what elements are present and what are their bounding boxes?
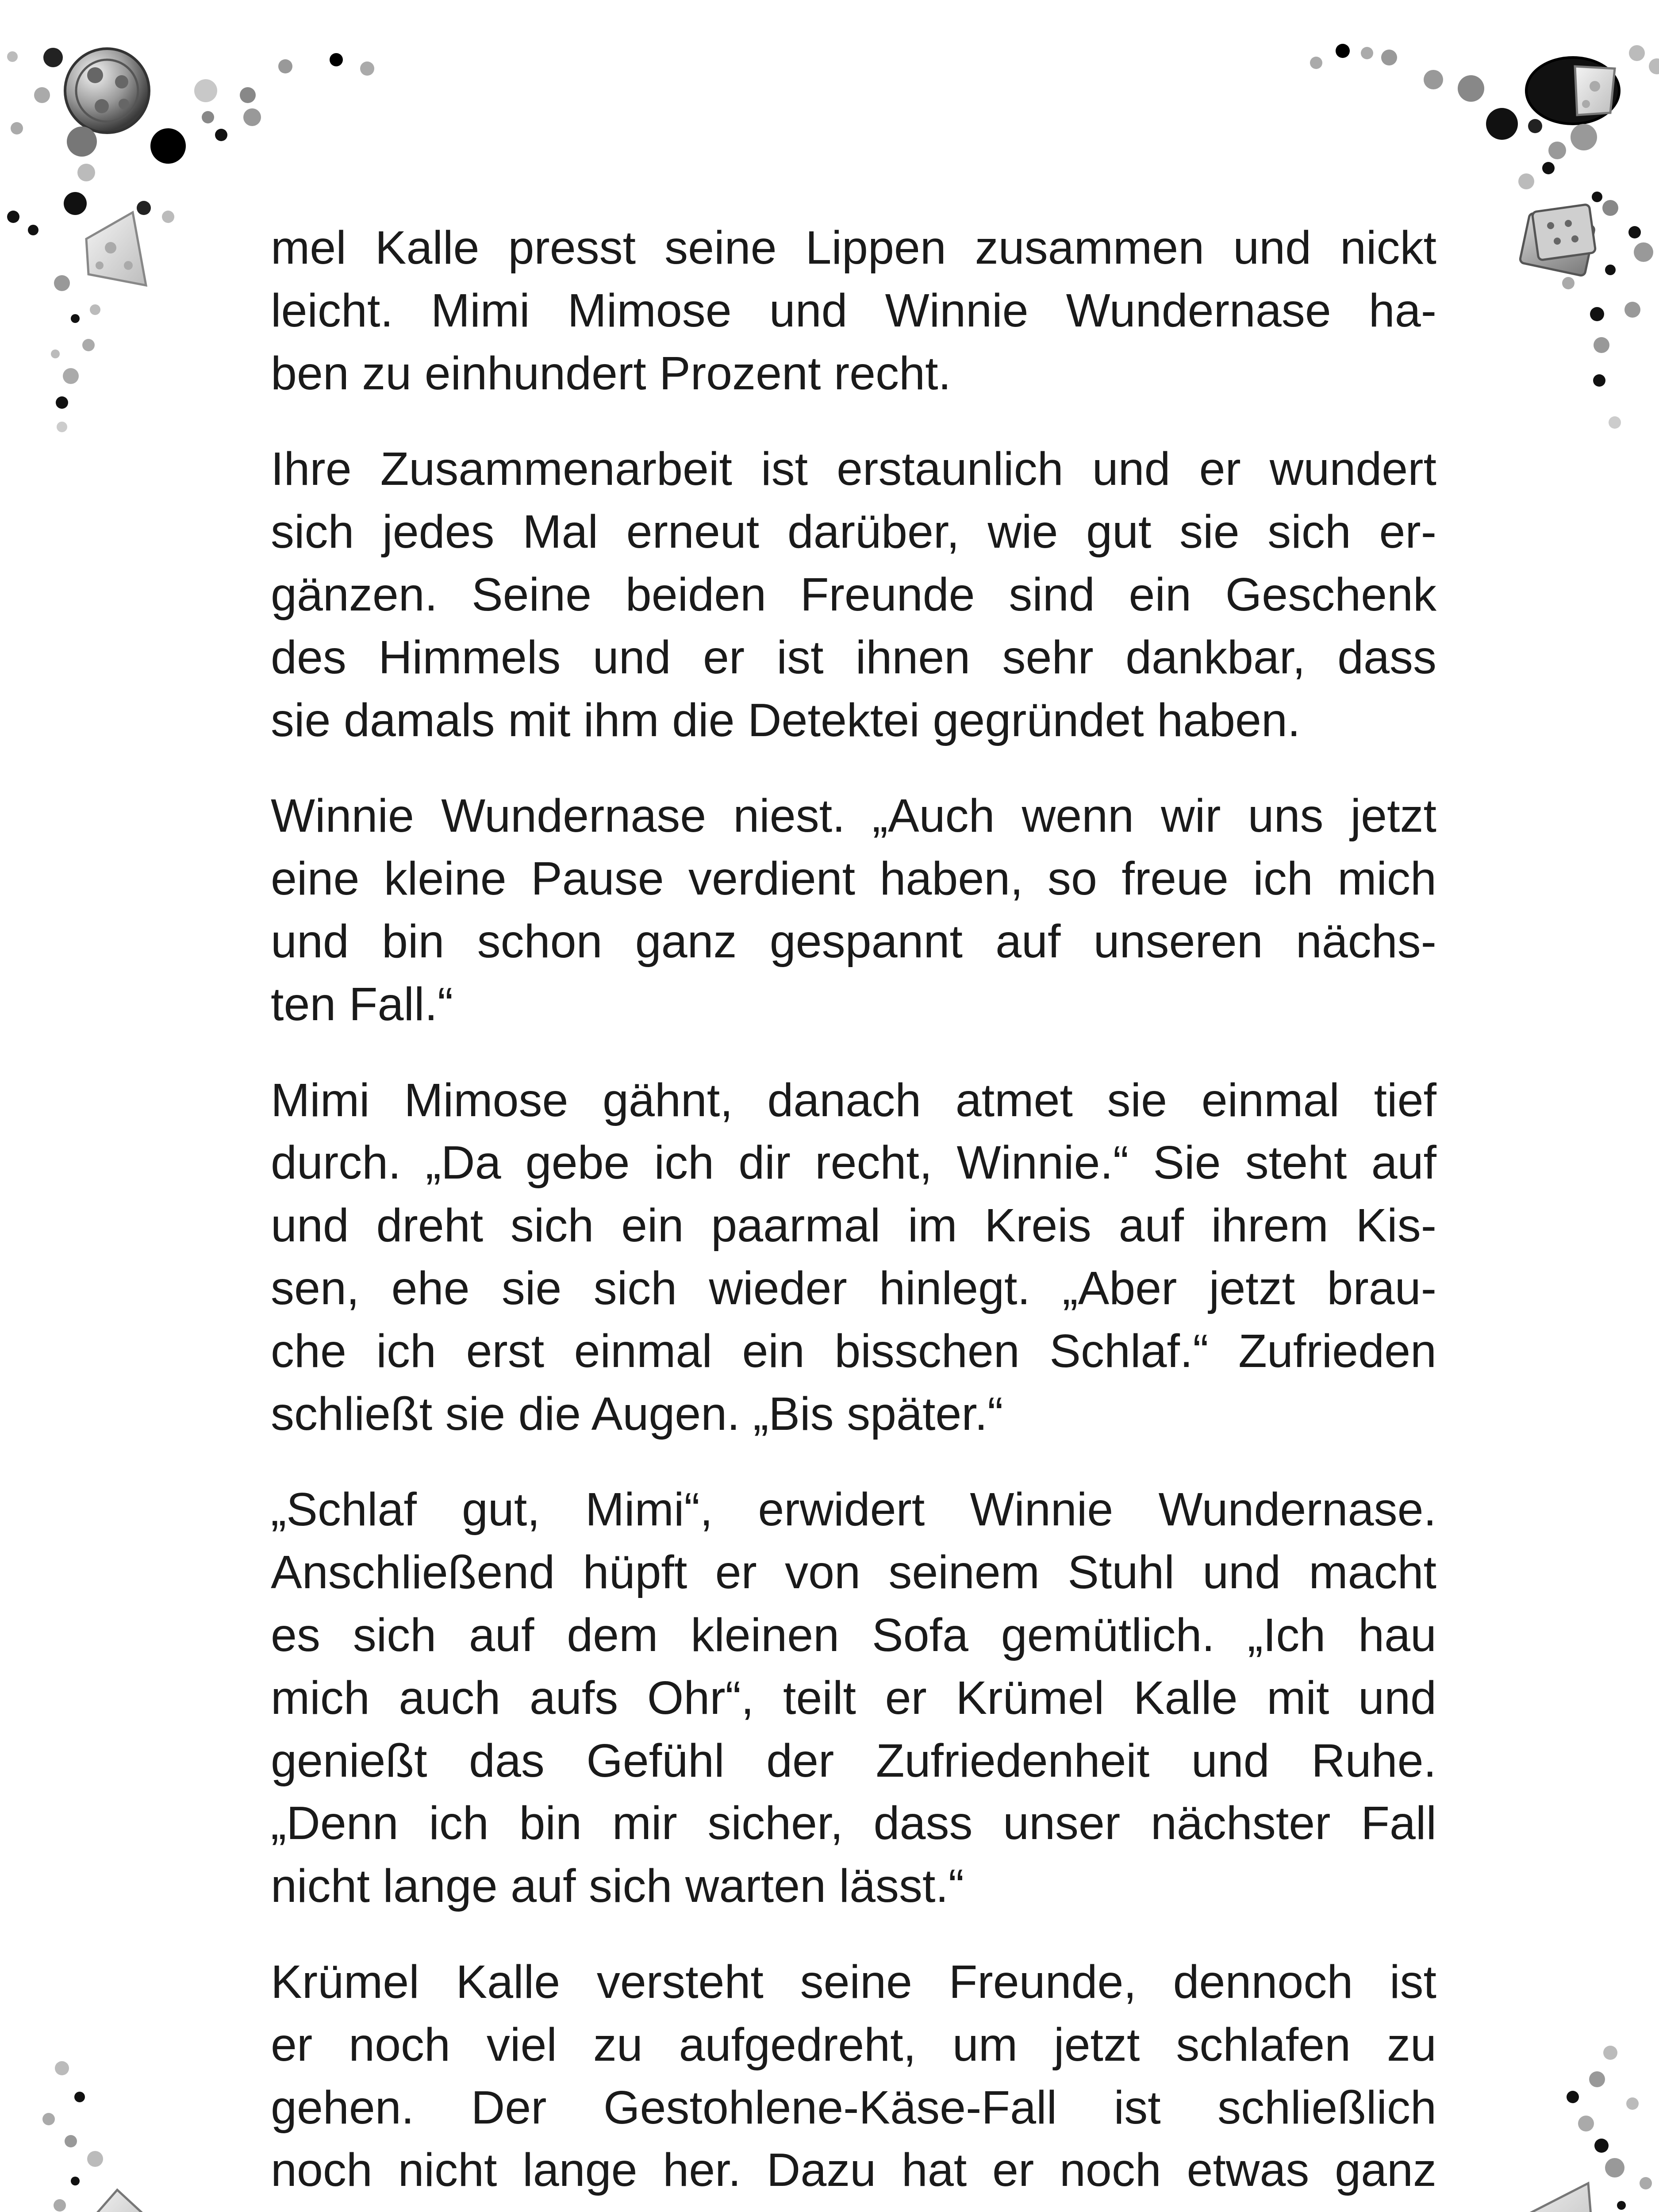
cheese-wedge-icon bbox=[86, 2190, 146, 2212]
text-line: gänzen. Seine beiden Freunde sind ein Geschenk bbox=[271, 568, 1436, 621]
text-line: „Denn ich bin mir sicher, dass unser nächster Fall bbox=[271, 1797, 1436, 1850]
cheese-wedge-icon bbox=[1498, 2183, 1595, 2212]
text-line: er noch viel zu aufgedreht, um jetzt schlafen zu bbox=[271, 2018, 1436, 2071]
text-line: eine kleine Pause verdient haben, so freue ich mich bbox=[271, 853, 1436, 905]
paragraph bbox=[271, 1951, 1436, 2202]
text-line: ten Fall.“ bbox=[271, 978, 453, 1030]
text-line: ben zu einhundert Prozent recht. bbox=[271, 347, 951, 399]
cheese-wedge-icon bbox=[86, 212, 146, 285]
text-line: „Schlaf gut, Mimi“, erwidert Winnie Wundernase. bbox=[271, 1483, 1436, 1536]
text-line: sen, ehe sie sich wieder hinlegt. „Aber jetzt brau- bbox=[271, 1262, 1436, 1314]
text-line: mel Kalle presst seine Lippen zusammen und nickt bbox=[271, 222, 1436, 274]
text-line: Ihre Zusammenarbeit ist erstaunlich und er wundert bbox=[271, 443, 1436, 495]
text-line: leicht. Mimi Mimose und Winnie Wundernase ha- bbox=[271, 284, 1436, 337]
text-line: und bin schon ganz gespannt auf unseren nächs- bbox=[271, 915, 1436, 968]
body-text bbox=[271, 217, 1436, 2202]
text-line: schließt sie die Augen. „Bis später.“ bbox=[271, 1387, 1003, 1440]
paragraph bbox=[271, 217, 1436, 405]
text-line: Winnie Wundernase niest. „Auch wenn wir uns jetzt bbox=[271, 790, 1436, 842]
text-line: nicht lange auf sich warten lässt.“ bbox=[271, 1860, 964, 1912]
paragraph bbox=[271, 1069, 1436, 1446]
text-line: che ich erst einmal ein bisschen Schlaf.“ Zufrieden bbox=[271, 1325, 1436, 1377]
text-line: noch nicht lange her. Dazu hat er noch etwas ganz bbox=[271, 2144, 1436, 2197]
paragraph bbox=[271, 438, 1436, 752]
text-line: und dreht sich ein paarmal im Kreis auf ihrem Kis- bbox=[271, 1199, 1436, 1252]
cheese-wheel-icon bbox=[1526, 58, 1619, 124]
text-line: sich jedes Mal erneut darüber, wie gut sie sich er- bbox=[271, 506, 1436, 558]
cracker-icon bbox=[1520, 204, 1596, 276]
text-line: mich auch aufs Ohr“, teilt er Krümel Kalle mit und bbox=[271, 1671, 1436, 1724]
text-line: durch. „Da gebe ich dir recht, Winnie.“ Sie steht auf bbox=[271, 1137, 1436, 1189]
text-line: Mimi Mimose gähnt, danach atmet sie einmal tief bbox=[271, 1074, 1436, 1126]
paragraph bbox=[271, 785, 1436, 1036]
text-line: genießt das Gefühl der Zufriedenheit und Ruhe. bbox=[271, 1734, 1436, 1787]
text-line: sie damals mit ihm die Detektei gegründet haben. bbox=[271, 694, 1301, 746]
text-line: Anschließend hüpft er von seinem Stuhl und macht bbox=[271, 1546, 1436, 1599]
paragraph bbox=[271, 1479, 1436, 1918]
text-line: gehen. Der Gestohlene-Käse-Fall ist schließlich bbox=[271, 2081, 1436, 2134]
text-line: des Himmels und er ist ihnen sehr dankbar, dass bbox=[271, 631, 1436, 684]
text-line: es sich auf dem kleinen Sofa gemütlich. „Ich hau bbox=[271, 1609, 1436, 1661]
text-line: Krümel Kalle versteht seine Freunde, dennoch ist bbox=[271, 1955, 1436, 2008]
cheese-wheel-icon bbox=[65, 49, 149, 133]
